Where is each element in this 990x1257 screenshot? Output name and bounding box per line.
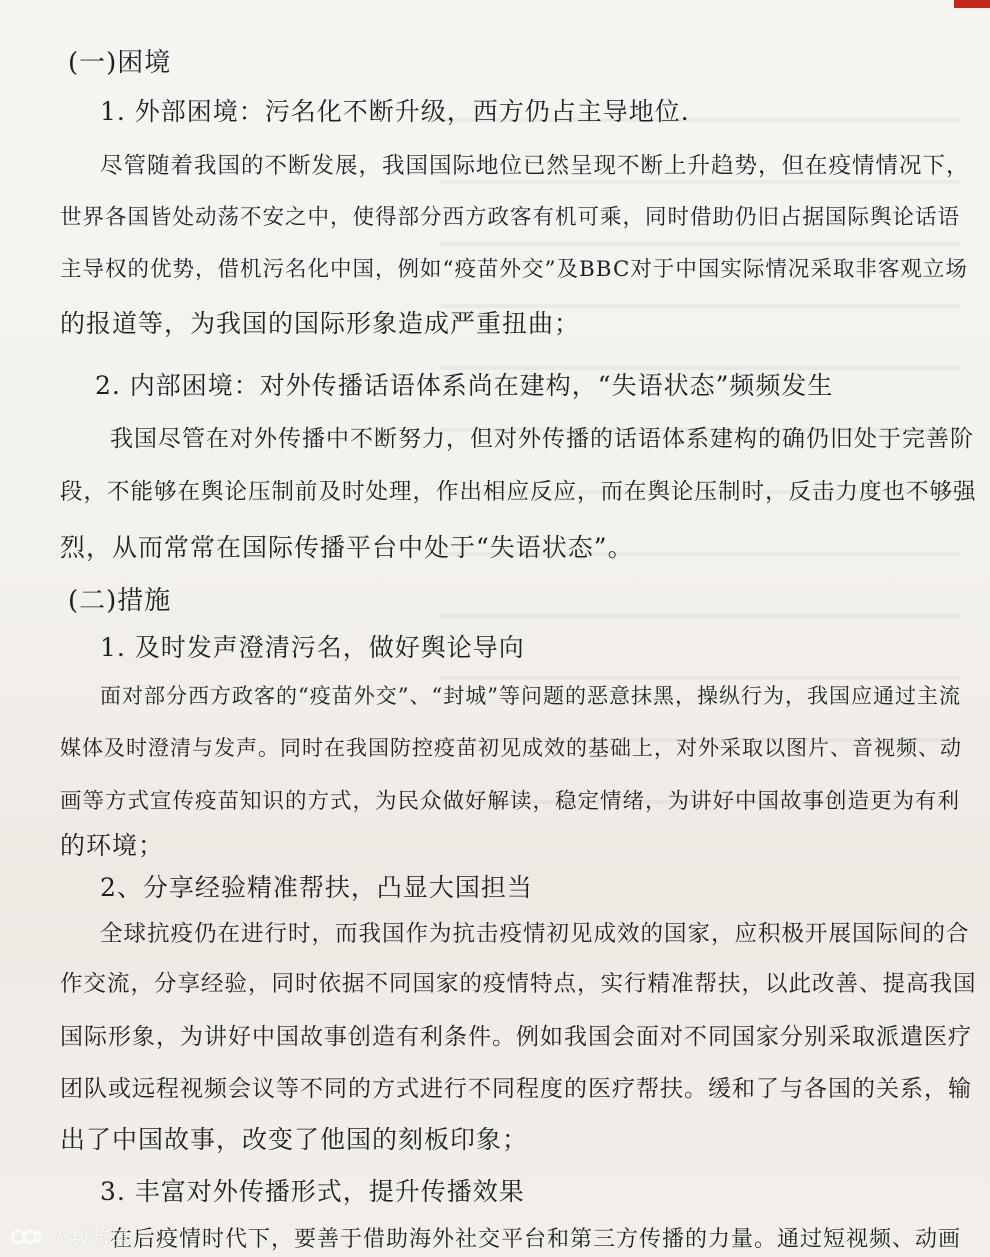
paragraph-line: 主导权的优势，借机污名化中国，例如“疫苗外交”及BBC对于中国实际情况采取非客观立场 [60,257,968,282]
paragraph-line: 国际形象，为讲好中国故事创造有利条件。例如我国会面对不同国家分别采取派遣医疗 [60,1024,972,1050]
watermark [10,1222,130,1251]
paragraph-line: 媒体及时澄清与发声。同时在我国防控疫苗初见成效的基础上，对外采取以图片、音视频、动 [60,736,962,760]
section-heading-measures: (二)措施 [68,586,172,616]
subheading-internal-difficulty: 2. 内部困境：对外传播话语体系尚在建构，“失语状态”频频发生 [95,371,834,400]
paragraph-line: 出了中国故事，改变了他国的刻板印象； [60,1125,529,1154]
red-corner-mark [954,0,990,8]
paragraph-line: 团队或远程视频会议等不同的方式进行不同程度的医疗帮扶。缓和了与各国的关系，输 [60,1076,972,1102]
watermark-logo-icon [10,1226,44,1248]
subheading-measure-2: 2、分享经验精准帮扶，凸显大国担当 [100,873,533,902]
subheading-measure-1: 1. 及时发声澄清污名，做好舆论导向 [100,633,525,662]
paragraph-line: 段，不能够在舆论压制前及时处理，作出相应反应，而在舆论压制时，反击力度也不够强 [60,479,977,505]
paragraph-line: 世界各国皆处动荡不安之中，使得部分西方政客有机可乘，同时借助仍旧占据国际舆论话语 [60,205,961,230]
subheading-external-difficulty: 1. 外部困境：污名化不断升级，西方仍占主导地位. [100,97,690,126]
paragraph-line: 全球抗疫仍在进行时，而我国作为抗击疫情初见成效的国家，应积极开展国际间的合 [100,921,970,947]
paragraph-line: 面对部分西方政客的“疫苗外交”、“封城”等问题的恶意抹黑，操纵行为，我国应通过主流 [100,684,961,708]
paragraph-line: 我国尽管在对外传播中不断努力，但对外传播的话语体系建构的确仍旧处于完善阶 [110,426,974,452]
subheading-measure-3: 3. 丰富对外传播形式，提升传播效果 [100,1177,525,1206]
paragraph-line: 作交流，分享经验，同时依据不同国家的疫情特点，实行精准帮扶，以此改善、提高我国 [60,971,977,997]
paragraph-line: 烈，从而常常在国际传播平台中处于“失语状态”。 [60,533,634,562]
section-heading-difficulties: (一)困境 [68,48,172,78]
paragraph-line: 尽管随着我国的不断发展，我国国际地位已然呈现不断上升趋势，但在疫情情况下， [100,153,970,179]
paragraph-line: 在后疫情时代下，要善于借助海外社交平台和第三方传播的力量。通过短视频、动画 [110,1227,962,1252]
watermark-text: 大数跨境 [50,1226,130,1250]
paragraph-line: 的环境； [60,831,165,860]
paragraph-line: 画等方式宣传疫苗知识的方式，为民众做好解读，稳定情绪，为讲好中国故事创造更为有利 [60,789,961,814]
paragraph-line: 的报道等，为我国的国际形象造成严重扭曲； [60,309,581,338]
